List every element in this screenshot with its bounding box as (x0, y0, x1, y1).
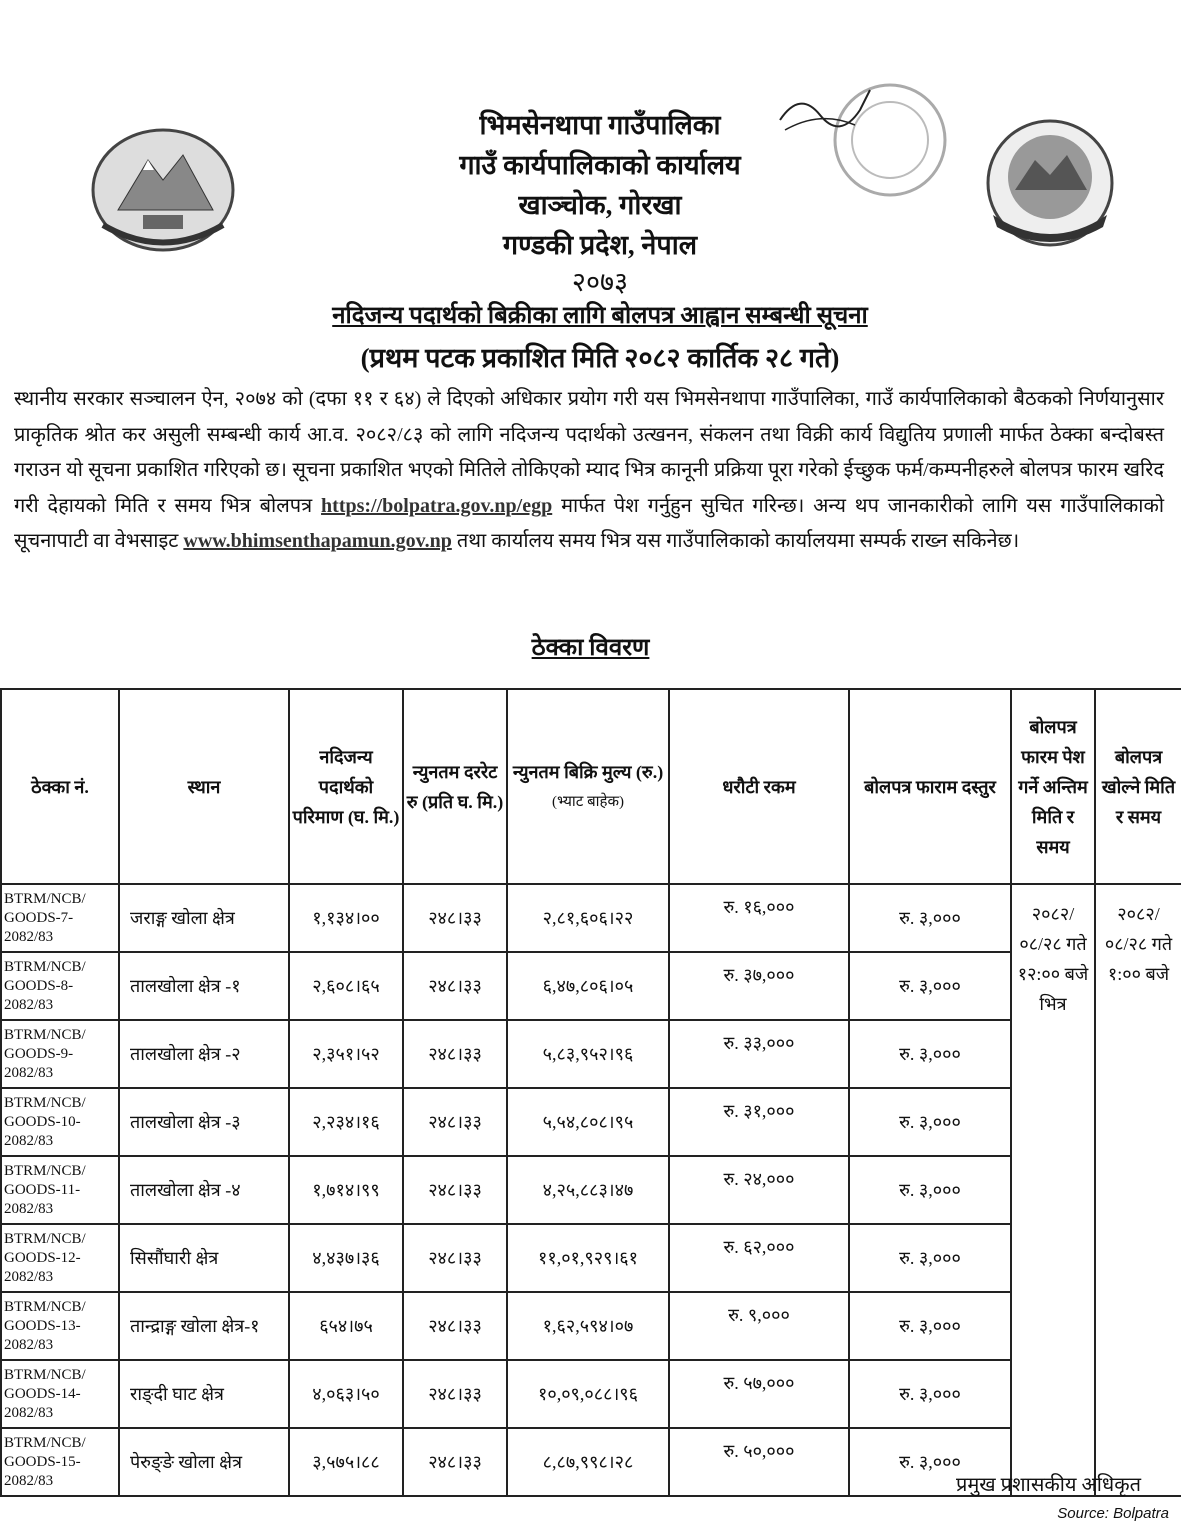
deposit-cell: रु. ३७,००० (669, 952, 849, 1020)
quantity-cell: ४,०६३।५० (289, 1360, 403, 1428)
form-fee-cell: रु. ३,००० (849, 1156, 1011, 1224)
deposit-cell: रु. ३१,००० (669, 1088, 849, 1156)
location-cell: तालखोला क्षेत्र -४ (119, 1156, 289, 1224)
rate-cell: २४८।३३ (403, 1020, 507, 1088)
contract-code-cell: BTRM/NCB/ GOODS-11- 2082/83 (1, 1156, 119, 1224)
deposit-cell: रु. ९,००० (669, 1292, 849, 1360)
col-form-fee: बोलपत्र फाराम दस्तुर (849, 689, 1011, 884)
col-deposit: धरौटी रकम (669, 689, 849, 884)
table-row (1, 1020, 1181, 1088)
col-rate: न्युनतम दररेट रु (प्रति घ. मि.) (403, 689, 507, 884)
col-location: स्थान (119, 689, 289, 884)
rate-cell: २४८।३३ (403, 952, 507, 1020)
min-price-cell: ४,२५,८८३।४७ (507, 1156, 669, 1224)
location-cell: तालखोला क्षेत्र -३ (119, 1088, 289, 1156)
deposit-cell: रु. १६,००० (669, 884, 849, 952)
col-submission-deadline: बोलपत्र फारम पेश गर्ने अन्तिम मिति र समय (1011, 689, 1095, 884)
contract-code-cell: BTRM/NCB/ GOODS-12- 2082/83 (1, 1224, 119, 1292)
form-fee-cell: रु. ३,००० (849, 1020, 1011, 1088)
location-cell: तालखोला क्षेत्र -१ (119, 952, 289, 1020)
quantity-cell: २,२३४।१६ (289, 1088, 403, 1156)
table-header-row (1, 689, 1181, 884)
form-fee-cell: रु. ३,००० (849, 952, 1011, 1020)
body-text-1: स्थानीय सरकार सञ्चालन ऐन, २०७४ को (दफा ११ र ६४) ले दिएको अधिकार प्रयोग गरी यस भिमसेनथापा गाउँपालिका, गाउँ कार्यपालिकाको बैठकको निर्णयानुसार प्राकृतिक श्रोत कर असुली सम्बन्धी कार्य आ.व. २०८२/८३ को लागि नदिजन्य पदार्थको उत्खनन, संकलन तथा विक्री कार्य विद्युतिय प्रणाली मार्फत ठेक्का बन्दोबस्त गराउन यो सूचना प्रकाशित गरिएको छ। सूचना प्रकाशित भएको मितिले तोकिएको म्याद भित्र कानूनी प्रक्रिया पूरा गरेको ईच्छुक फर्म/कम्पनीहरुले बोलपत्र फारम खरिद गरी देहायको मिति र समय भित्र बोलपत्र (14, 388, 1164, 517)
office-name: गाउँ कार्यपालिकाको कार्यालय (459, 150, 741, 180)
col-contract-no: ठेक्का नं. (1, 689, 119, 884)
rate-cell: २४८।३३ (403, 884, 507, 952)
deposit-cell: रु. ५०,००० (669, 1428, 849, 1496)
form-fee-cell: रु. ३,००० (849, 884, 1011, 952)
contract-code-cell: BTRM/NCB/ GOODS-10- 2082/83 (1, 1088, 119, 1156)
quantity-cell: ६५४।७५ (289, 1292, 403, 1360)
min-price-cell: ८,८७,९९८।२८ (507, 1428, 669, 1496)
contract-details-title: ठेक्का विवरण (531, 635, 650, 661)
form-fee-cell: रु. ३,००० (849, 1088, 1011, 1156)
rate-cell: २४८।३३ (403, 1292, 507, 1360)
col-opening-date: बोलपत्र खोल्ने मिति र समय (1095, 689, 1181, 884)
quantity-cell: १,७१४।९९ (289, 1156, 403, 1224)
rate-cell: २४८।३३ (403, 1224, 507, 1292)
table-row (1, 1224, 1181, 1292)
min-price-cell: ५,५४,८०८।९५ (507, 1088, 669, 1156)
year: २०७३ (571, 267, 629, 297)
published-date: (प्रथम पटक प्रकाशित मिति २०८२ कार्तिक २८ गते) (360, 343, 840, 373)
body-text-3: तथा कार्यालय समय भित्र यस गाउँपालिकाको कार्यालयमा सम्पर्क राख्न सकिनेछ। (451, 530, 1020, 552)
rate-cell: २४८।३३ (403, 1088, 507, 1156)
location-cell: सिसौंघारी क्षेत्र (119, 1224, 289, 1292)
table-row (1, 1156, 1181, 1224)
vat-note: (भ्याट बाहेक) (551, 793, 625, 810)
min-price-cell: २,८१,६०६।२२ (507, 884, 669, 952)
office-address: खाञ्चोक, गोरखा (518, 190, 682, 220)
location-cell: जराङ्ग खोला क्षेत्र (119, 884, 289, 952)
rate-cell: २४८।३३ (403, 1156, 507, 1224)
deposit-cell: रु. ५७,००० (669, 1360, 849, 1428)
location-cell: पेरुङ्ङे खोला क्षेत्र (119, 1428, 289, 1496)
contract-code-cell: BTRM/NCB/ GOODS-9- 2082/83 (1, 1020, 119, 1088)
bolpatra-link[interactable]: https://bolpatra.gov.np/egp (321, 494, 553, 517)
municipality-name: भिमसेनथापा गाउँपालिका (479, 110, 721, 140)
contract-table (0, 688, 1181, 1497)
website-link[interactable]: www.bhimsenthapamun.gov.np (183, 530, 452, 552)
table-row (1, 1292, 1181, 1360)
min-price-cell: ६,४७,८०६।०५ (507, 952, 669, 1020)
rate-cell: २४८।३३ (403, 1360, 507, 1428)
min-price-cell: १०,०९,०८८।९६ (507, 1360, 669, 1428)
quantity-cell: १,१३४।०० (289, 884, 403, 952)
min-price-cell: १,६२,५९४।०७ (507, 1292, 669, 1360)
location-cell: तालखोला क्षेत्र -२ (119, 1020, 289, 1088)
location-cell: राङ्दी घाट क्षेत्र (119, 1360, 289, 1428)
quantity-cell: ४,४३७।३६ (289, 1224, 403, 1292)
province: गण्डकी प्रदेश, नेपाल (502, 230, 698, 260)
deposit-cell: रु. २४,००० (669, 1156, 849, 1224)
min-price-cell: ५,८३,९५२।९६ (507, 1020, 669, 1088)
table-row (1, 1088, 1181, 1156)
col-min-price-label: न्युनतम बिक्रि मुल्य (रु.) (512, 761, 664, 782)
form-fee-cell: रु. ३,००० (849, 1224, 1011, 1292)
location-cell: तान्द्राङ्ग खोला क्षेत्र-१ (119, 1292, 289, 1360)
submission-deadline-cell: २०८२/ ०८/२८ गते १२:०० बजे भित्र (1011, 884, 1095, 1496)
quantity-cell: ३,५७५।८८ (289, 1428, 403, 1496)
form-fee-cell: रु. ३,००० (849, 1360, 1011, 1428)
contract-code-cell: BTRM/NCB/ GOODS-7- 2082/83 (1, 884, 119, 952)
source-credit: Source: Bolpatra (1057, 1505, 1169, 1522)
contract-code-cell: BTRM/NCB/ GOODS-14- 2082/83 (1, 1360, 119, 1428)
table-row (1, 884, 1181, 952)
notice-title: नदिजन्य पदार्थको बिक्रीका लागि बोलपत्र आह्वान सम्बन्धी सूचना (332, 303, 868, 329)
col-quantity: नदिजन्य पदार्थको परिमाण (घ. मि.) (289, 689, 403, 884)
nepal-emblem-logo (88, 125, 238, 260)
deposit-cell: रु. ६२,००० (669, 1224, 849, 1292)
deposit-cell: रु. ३३,००० (669, 1020, 849, 1088)
rate-cell: २४८।३३ (403, 1428, 507, 1496)
body-text-2: मार्फत पेश गर्नुहुन सुचित गरिन्छ। अन्य थप जानकारीको लागि यस गाउँपालिकाको सूचनापाटी वा वेभसाइट (14, 494, 1164, 552)
signatory-title: प्रमुख प्रशासकीय अधिकृत (955, 1474, 1141, 1496)
table-row (1, 1360, 1181, 1428)
opening-date-cell: २०८२/ ०८/२८ गते १:०० बजे (1095, 884, 1181, 1496)
quantity-cell: २,६०८।६५ (289, 952, 403, 1020)
table-row (1, 952, 1181, 1020)
quantity-cell: २,३५१।५२ (289, 1020, 403, 1088)
form-fee-cell: रु. ३,००० (849, 1292, 1011, 1360)
col-min-price (507, 689, 669, 884)
notice-body (14, 382, 1164, 560)
contract-code-cell: BTRM/NCB/ GOODS-13- 2082/83 (1, 1292, 119, 1360)
municipality-logo (975, 115, 1125, 260)
contract-code-cell: BTRM/NCB/ GOODS-8- 2082/83 (1, 952, 119, 1020)
form-fee-cell: रु. ३,००० (849, 1428, 1011, 1496)
min-price-cell: ११,०१,९२९।६१ (507, 1224, 669, 1292)
contract-code-cell: BTRM/NCB/ GOODS-15- 2082/83 (1, 1428, 119, 1496)
